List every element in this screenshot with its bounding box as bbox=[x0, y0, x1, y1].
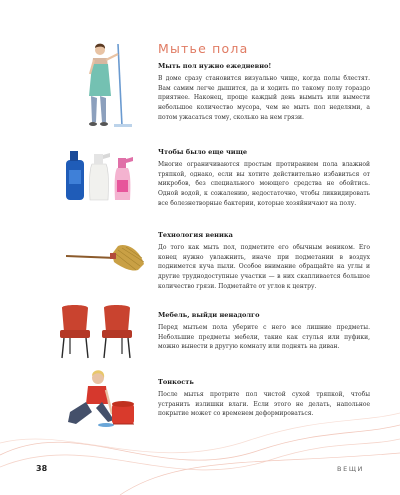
page-title: Мытье пола bbox=[158, 41, 249, 56]
page-number: 38 bbox=[36, 464, 48, 473]
section-label: ВЕЩИ bbox=[337, 465, 364, 473]
cleaning-bottles-image bbox=[60, 146, 140, 202]
section-daily-washing bbox=[158, 62, 370, 123]
section-heading: Мебель, выйди ненадолго bbox=[158, 311, 260, 319]
section-heading: Чтобы было еще чище bbox=[158, 148, 248, 156]
section-body: До того как мыть пол, подметите его обычным веником. Его конец нужно увлажнить, иначе при подметании в воздух поднимется куча пыли. Особое внимание обращайте на углы и другие труднодоступные участки — в них скапливается большое количество грязи. Подметайте от углов к центру. bbox=[158, 244, 370, 290]
section-heading: Технология веника bbox=[158, 231, 233, 239]
woman-washing-floor-image bbox=[62, 368, 142, 430]
section-subtlety bbox=[158, 378, 370, 419]
section-body: Перед мытьем пола уберите с него все лишние предметы. Небольшие предметы мебели, такие как стулья или пуфики, можно вынести в другую комнату или поднять на диван. bbox=[158, 324, 370, 351]
section-body: После мытья протрите пол чистой сухой тряпкой, чтобы устранить излишки влаги. Если этого не делать, напольное покрытие может со временем деформироваться. bbox=[158, 391, 370, 418]
section-heading: Тонкость bbox=[158, 378, 194, 386]
woman-with-mop-image bbox=[78, 40, 138, 132]
section-body: Многие ограничиваются простым протиранием пола влажной тряпкой, однако, если вы хотите действительно избавиться от микробов, без специального моющего средства не обойтись. Одной водой, к сожалению, недостаточно, чтобы ликвидировать все болезнетворные бактерии, которые хозяйничают на полу. bbox=[158, 161, 370, 207]
section-cleaner bbox=[158, 148, 370, 209]
section-broom bbox=[158, 231, 370, 292]
section-furniture bbox=[158, 311, 370, 352]
section-body: В доме сразу становится визуально чище, когда полы блестят. Вам самим легче дышится, да и ходить по такому полу гораздо приятнее. Наконец, проще каждый день вымыть или вымести небольшое количество мусора, чем не мыть пол неделями, а потом ужасаться тому, сколько на нем грязи. bbox=[158, 75, 370, 121]
broom-image bbox=[66, 236, 144, 276]
red-chairs-image bbox=[58, 302, 138, 362]
section-heading: Мыть пол нужно ежедневно! bbox=[158, 62, 272, 70]
